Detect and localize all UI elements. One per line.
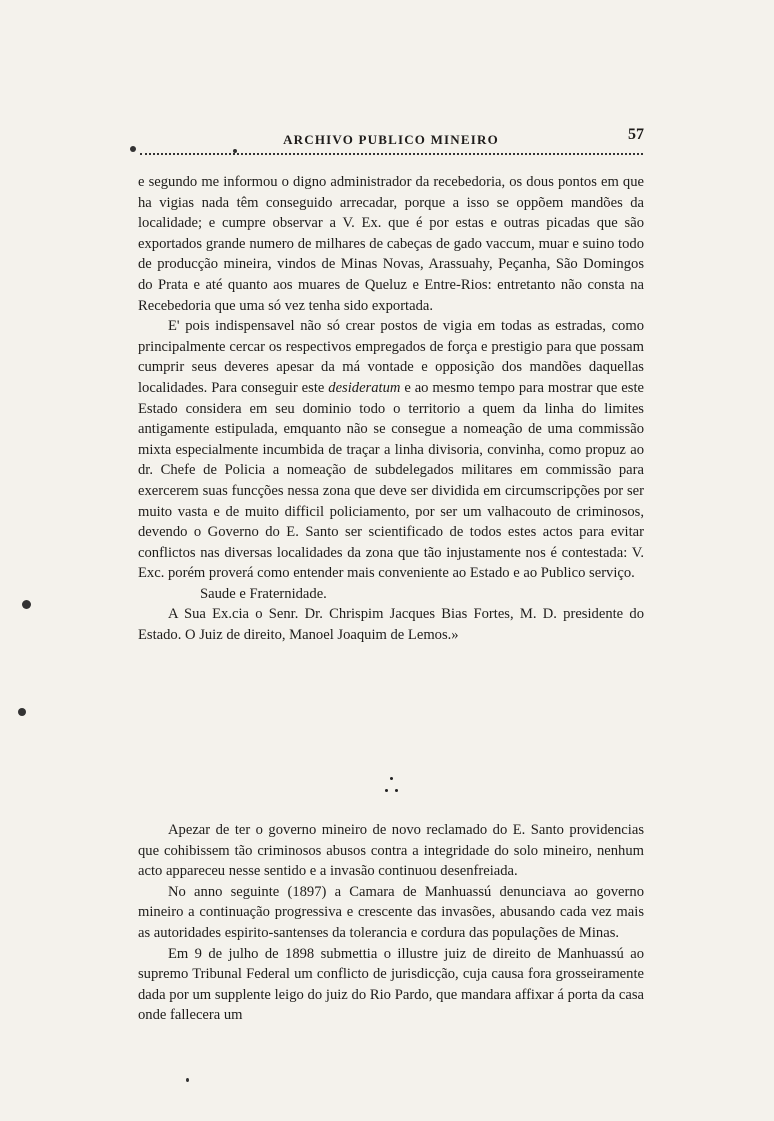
paragraph: No anno seguinte (1897) a Camara de Manhuassú denunciava ao governo mineiro a continuação progressiva e crescente das invasões, abusando cada vez mais as autoridades espirito-santenses da tolerancia e cordura das populações de Minas. <box>138 883 644 941</box>
latin-term: desideratum <box>328 379 401 396</box>
paragraph: Em 9 de julho de 1898 submettia o illustre juiz de direito de Manhuassú ao supremo Tribunal Federal um conflicto de jurisdicção, cuja causa fora grosseiramente dada por um supplente leigo do juiz do Rio Pardo, que mandara affixar á porta da casa onde fallecera um <box>138 945 644 1024</box>
ink-spot <box>22 600 31 609</box>
letter-text <box>138 172 644 646</box>
page-number: 57 <box>628 126 644 143</box>
ink-spot <box>130 146 136 152</box>
ink-spot <box>233 149 237 153</box>
running-header <box>138 126 644 152</box>
paragraph: Apezar de ter o governo mineiro de novo reclamado do E. Santo providencias que cohibissem tão criminosos abusos contra a integridade do solo mineiro, nenhum acto appareceu nesse sentido e a invasão continuou desenfreiada. <box>138 822 644 880</box>
narrative-text <box>138 820 644 1026</box>
ink-spot <box>186 1078 189 1082</box>
paragraph: e segundo me informou o digno administrador da recebedoria, os dous pontos em que ha vigias nada têm conseguido arrecadar, porque a isso se oppõem mandões da localidade; e cumpre observar a V. Ex. que é por estas e outras picadas que são exportados grande numero de milhares de cabeças de gado vaccum, muar e suino todo de producção mineira, vindos de Minas Novas, Arassuahy, Peçanha, São Domingos do Prata e até quanto aos muares de Queluz e Entre-Rios: entretanto não consta na Recebedoria que uma só vez tenha sido exportada. <box>138 174 644 314</box>
addressee-line: A Sua Ex.cia o Senr. Dr. Chrispim Jacques Bias Fortes, M. D. presidente do Estado. O Juiz de direito, Manoel Joaquim de Lemos.» <box>138 606 644 644</box>
paragraph-text: E' pois indispensavel não só crear postos de vigia em todas as estradas, como principalmente cercar os respectivos empregados de força e prestigio para que possam cumprir seus deveres apesar da má vontade e opposição dos mandões daquellas localidades. Para conseguir este <box>138 318 644 396</box>
journal-title: ARCHIVO PUBLICO MINEIRO <box>283 132 499 147</box>
ink-spot <box>18 708 26 716</box>
paragraph-text: e ao mesmo tempo para mostrar que este Estado considera em seu dominio todo o territorio a quem da linha do limites antigamente estipulada, emquanto não se consegue a nomeação de uma commissão mixta especialmente incumbida de traçar a linha divisoria, convinha, como propuz ao dr. Chefe de Policia a nomeação de subdelegados militares em commissão para exercerem suas funcções nessa zona que deve ser dividida em circumscripções por ser muito vasta e de muito difficil policiamento, por ser um valhacouto de criminosos, devendo o Governo do E. Santo ser scientificado de todos estes actos para evitar conflictos nas diversas localidades da zona que tão injustamente nos é contestada: V. Exc. porém proverá como entender mais conveniente ao Estado e ao Publico serviço. <box>138 379 644 582</box>
salutation: Saude e Fraternidade. <box>200 585 327 602</box>
header-rule <box>140 153 643 155</box>
section-separator <box>380 775 404 797</box>
paragraph <box>138 316 644 584</box>
